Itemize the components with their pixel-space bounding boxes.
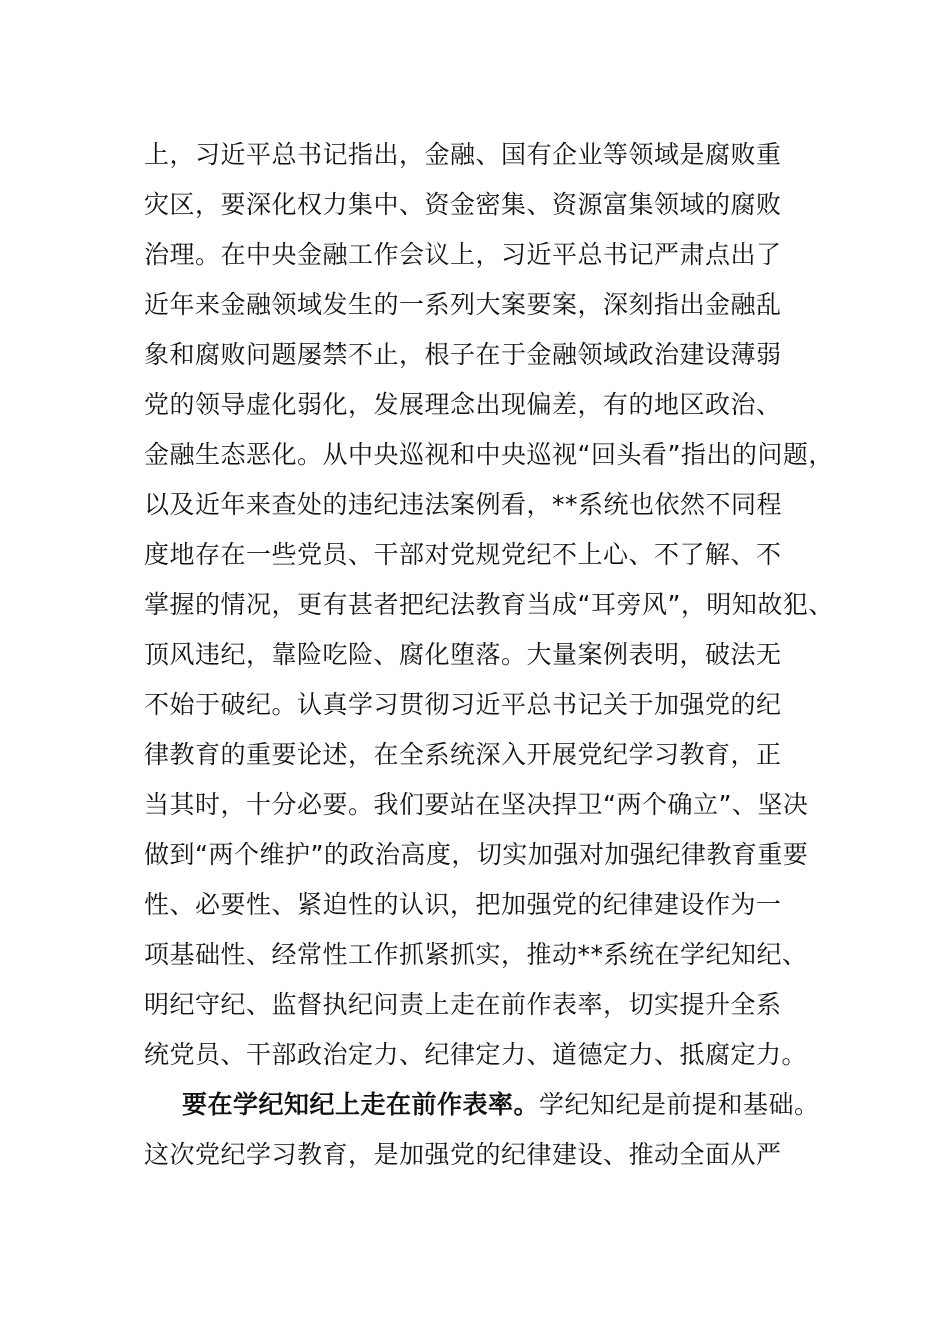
text-line: 掌握的情况，更有甚者把纪法教育当成“耳旁风”，明知故犯、 bbox=[144, 590, 834, 619]
text-line: 统党员、干部政治定力、纪律定力、道德定力、抵腐定力。 bbox=[144, 1040, 808, 1069]
text-line: 明纪守纪、监督执纪问责上走在前作表率，切实提升全系 bbox=[144, 990, 782, 1019]
text-line: 顶风违纪，靠险吃险、腐化堕落。大量案例表明，破法无 bbox=[144, 640, 782, 669]
text-line: 近年来金融领域发生的一系列大案要案，深刻指出金融乱 bbox=[144, 290, 782, 319]
paragraph-2-first-line bbox=[144, 1080, 834, 1130]
text-line: 上，习近平总书记指出，金融、国有企业等领域是腐败重 bbox=[144, 140, 782, 169]
text-line: 这次党纪学习教育，是加强党的纪律建设、推动全面从严 bbox=[144, 1140, 782, 1169]
text-line: 当其时，十分必要。我们要站在坚决捍卫“两个确立”、坚决 bbox=[144, 790, 809, 819]
text-line: 以及近年来查处的违纪违法案例看，**系统也依然不同程 bbox=[144, 490, 783, 519]
paragraph-1 bbox=[144, 130, 834, 1080]
text-line: 性、必要性、紧迫性的认识，把加强党的纪律建设作为一 bbox=[144, 890, 782, 919]
text-line: 律教育的重要论述，在全系统深入开展党纪学习教育，正 bbox=[144, 740, 782, 769]
text-line: 度地存在一些党员、干部对党规党纪不上心、不了解、不 bbox=[144, 540, 782, 569]
text-line: 灾区，要深化权力集中、资金密集、资源富集领域的腐败 bbox=[144, 190, 782, 219]
text-line: 金融生态恶化。从中央巡视和中央巡视“回头看”指出的问题， bbox=[144, 440, 834, 469]
text-line: 治理。在中央金融工作会议上，习近平总书记严肃点出了 bbox=[144, 240, 782, 269]
text-run: 学纪知纪是前提和基础。 bbox=[539, 1090, 820, 1119]
text-line: 象和腐败问题屡禁不止，根子在于金融领域政治建设薄弱 bbox=[144, 340, 782, 369]
text-line: 党的领导虚化弱化，发展理念出现偏差，有的地区政治、 bbox=[144, 390, 782, 419]
text-line: 做到“两个维护”的政治高度，切实加强对加强纪律教育重要 bbox=[144, 840, 809, 869]
paragraph-2 bbox=[144, 1080, 834, 1180]
text-line: 项基础性、经常性工作抓紧抓实，推动**系统在学纪知纪、 bbox=[144, 940, 808, 969]
text-line: 不始于破纪。认真学习贯彻习近平总书记关于加强党的纪 bbox=[144, 690, 782, 719]
section-heading: 要在学纪知纪上走在前作表率。 bbox=[182, 1090, 540, 1119]
